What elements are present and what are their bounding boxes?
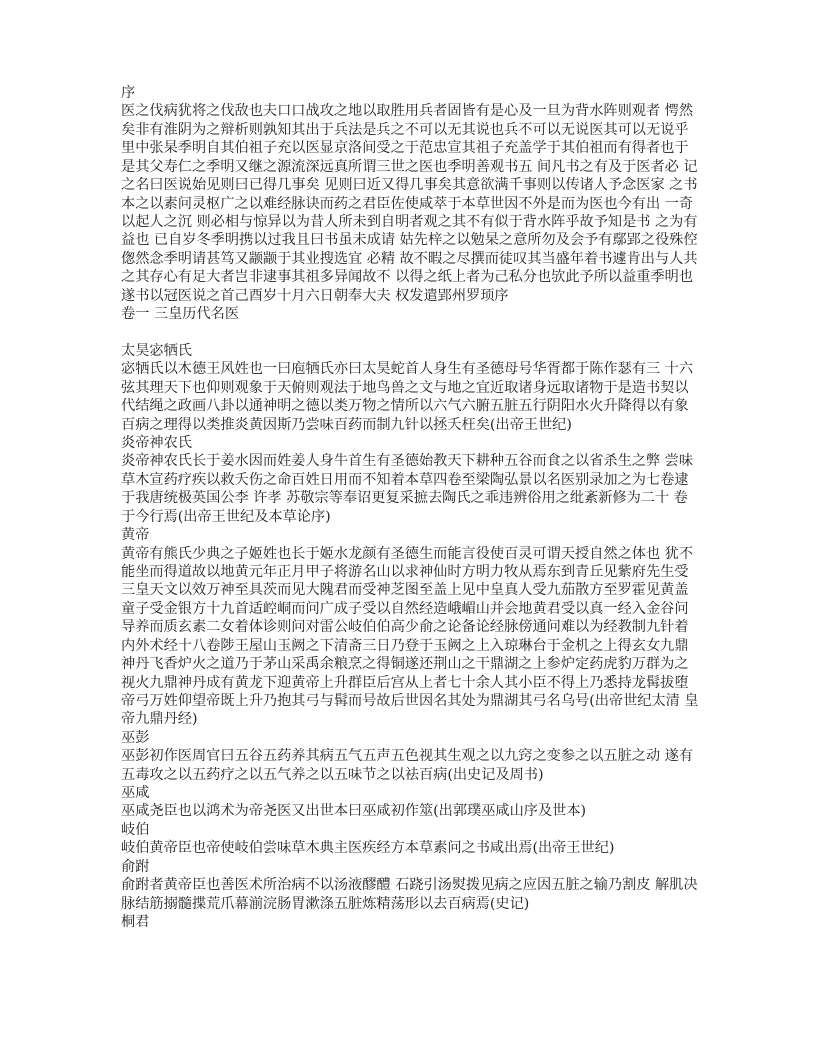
section-title: 巫彭 [121, 729, 150, 746]
section-title: 桐君 [121, 913, 150, 930]
preface-paragraph-line: 矣非有淮阴为之辩析则孰知其出于兵法是兵之不可以无其说也兵不可以无说医其可以无说乎 [121, 121, 689, 138]
section-text-line: 巫彭初作医周官曰五谷五药养其病五气五声五色视其生观之以九窍之变参之以五脏之动 遂有 [121, 748, 694, 765]
section-text-line: 神丹飞香炉火之道乃于茅山采禹余粮烹之得铜遂还荆山之干鼎湖之上参炉定药虎豹万群为之 [121, 656, 689, 673]
biography-section [121, 342, 721, 434]
biography-section [121, 729, 721, 784]
section-text-line: 宓牺氏以木德王风姓也一曰庖牺氏亦曰太昊蛇首人身生有圣德母号华胥都于陈作瑟有三 十六 [121, 361, 694, 378]
preface-paragraph-line: 之名曰医说始见则曰已得几事矣 见则曰近又得几事矣其意欲满千事则以传诸人予念医家 之书 [121, 177, 698, 194]
preface-paragraph-line: 益也 已自岁冬季明携以过我且曰书虽未成请 姑先梓之以勉杲之意所勿及会予有鄢郢之役殊倥 [121, 232, 698, 249]
preface-paragraph-line: 是其父寿仁之季明又继之源流深远真所谓三世之医也季明善观书五 间凡书之有及于医者必 记 [121, 158, 698, 175]
preface-paragraph-line: 里中张杲季明自其伯祖子充以医显京洛间受之于范忠宣其祖子充盖学于其伯祖而有得者也于 [121, 140, 689, 157]
biography-section [121, 434, 721, 526]
preface-paragraph-line: 之其存心有足大者岂非逮事其祖多异闻故不 以得之纸上者为己私分也欤此予所以益重季明也 [121, 269, 694, 286]
section-text-line: 三皇天文以效万神至具茨而见大隗君而受神芝图至盖上见中皇真人受九茄散方至罗霍见黄盖 [121, 582, 689, 599]
biography-section [121, 821, 721, 858]
section-text-line: 于今行焉(出帝王世纪及本草论序) [121, 508, 331, 525]
section-text-line: 帝九鼎丹经) [121, 711, 198, 728]
biography-section [121, 526, 721, 729]
section-text-line: 帝弓万姓仰望帝既上升乃抱其弓与髯而号故后世因名其处为鼎湖其弓名乌号(出帝世纪太清 皇 [121, 692, 699, 709]
blank-line [121, 323, 721, 341]
section-text-line: 俞跗者黄帝臣也善医术所治病不以汤液醪醴 石跷引汤熨拨见病之应因五脏之输乃割皮 解肌决 [121, 877, 698, 894]
biography-section [121, 913, 721, 931]
preface-title: 序 [121, 85, 136, 101]
document-page [121, 84, 721, 931]
section-title: 巫咸 [121, 785, 150, 802]
preface-paragraph-line: 以起人之沉 则必相与惊异以为昔人所未到自明者观之其不有似于背水阵乎故予知是书 之为有 [121, 213, 698, 230]
preface-paragraph-line: 遂书以冠医说之首己酉岁十月六日朝奉大夫 权发遣郢州罗顼序 [121, 287, 509, 304]
section-text-line: 代结绳之政画八卦以通神明之德以类万物之情所以六气六腑五脏五行阴阳水火升降得以有象 [121, 398, 689, 415]
preface-paragraph-line: 本之以素问灵枢广之以难经脉诀而药之君臣佐使咸萃于本草世因不外是而为医也今有出 一奇 [121, 195, 694, 212]
preface-body [121, 102, 721, 305]
section-text-line: 巫咸尧臣也以鸿术为帝尧医又出世本曰巫咸初作筮(出郭璞巫咸山序及世本) [121, 803, 587, 820]
section-text-line: 百病之理得以类推炎黄因斯乃尝味百药而制九针以拯夭枉矣(出帝王世纪) [121, 416, 572, 433]
section-text-line: 黄帝有熊氏少典之子姬姓也长于姬水龙颜有圣德生而能言役使百灵可谓天授自然之体也 犹不 [121, 545, 694, 562]
section-title: 黄帝 [121, 527, 150, 544]
section-title: 岐伯 [121, 821, 150, 838]
section-text-line: 于我唐统极英国公李 许孝 苏敬宗等奉诏更复采摭去陶氏之乖违辨俗用之纰紊新修为二十 卷 [121, 490, 688, 507]
volume-heading: 卷一 三皇历代名医 [121, 306, 240, 323]
section-text-line: 脉结筋搦髓揲荒爪幕湔浣肠胃漱涤五脏炼精荡形以去百病焉(史记) [121, 895, 530, 912]
section-text-line: 岐伯黄帝臣也帝使岐伯尝味草木典主医疾经方本草素问之书咸出焉(出帝王世纪) [121, 840, 615, 857]
section-text-line: 视火九鼎神丹成有黄龙下迎黄帝上升群臣后宫从上者七十余人其小臣不得上乃悉持龙髯拔堕 [121, 674, 689, 691]
sections [121, 342, 721, 932]
preface-paragraph-line: 医之伐病犹将之伐敌也夫口口战攻之地以取胜用兵者固皆有是心及一旦为背水阵则观者 愕然 [121, 103, 694, 120]
section-text-line: 童子受金银方十九首适崆峒而问广成子受以自然经造峨嵋山并会地黄君受以真一经入金谷问 [121, 600, 689, 617]
section-text-line: 能坐而得道故以地黄元年正月甲子将游名山以求神仙时方明力牧从焉东到青丘见紫府先生受 [121, 563, 689, 580]
section-title: 俞跗 [121, 858, 150, 875]
section-text-line: 草木宣药疗疾以救夭伤之命百姓日用而不知着本草四卷至梁陶弘景以名医别录加之为七卷逮 [121, 471, 689, 488]
section-title: 炎帝神农氏 [121, 435, 192, 452]
section-text-line: 炎帝神农氏长于姜水因而姓姜人身牛首生有圣德始教天下耕种五谷而食之以省杀生之弊 尝味 [121, 453, 694, 470]
section-text-line: 导养而质玄素二女着体诊则问对雷公岐伯伯高少俞之论备论经脉傍通问难以为经教制九针着 [121, 619, 689, 636]
section-text-line: 内外术经十八卷陟王屋山玉阙之下清斋三日乃登于玉阙之上入琼琳台于金机之上得玄女九鼎 [121, 637, 689, 654]
biography-section [121, 784, 721, 821]
section-text-line: 弦其理天下也仰则观象于天俯则观法于地鸟兽之文与地之宜近取诸身远取诸物于是造书契以 [121, 379, 689, 396]
biography-section [121, 858, 721, 913]
preface-paragraph-line: 偬然念季明请甚笃又颛颛于其业搜选宜 必精 故不暇之尽撰而徒叹其当盛年着书遽肯出与人共 [121, 250, 698, 267]
section-title: 太昊宓牺氏 [121, 342, 192, 359]
section-text-line: 五毒攻之以五药疗之以五气养之以五味节之以祛百病(出史记及周书) [121, 766, 544, 783]
